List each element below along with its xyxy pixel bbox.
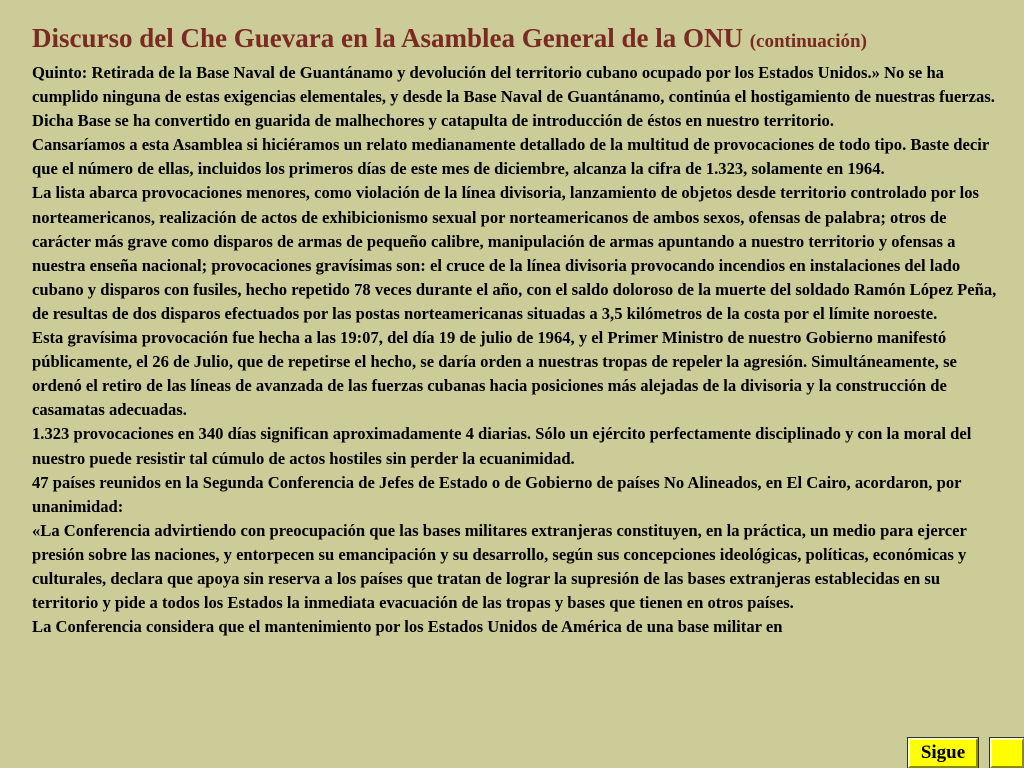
paragraph: La Conferencia considera que el mantenimiento por los Estados Unidos de América de una base militar en xyxy=(32,617,783,637)
next-slide-button[interactable]: Sigue xyxy=(908,738,978,768)
slide-title xyxy=(32,20,1012,60)
slide-title-sub: (continuación) xyxy=(749,31,867,52)
paragraph: La lista abarca provocaciones menores, como violación de la línea divisoria, lanzamiento de objetos desde territorio controlado por los norteamericanos, realización de actos de exhibicionismo sexual por norteamericanos de ambos sexos, ofensas de palabra; otros de carácter más grave como disparos de armas de pequeño calibre, manipulación de armas apuntando a nuestro territorio y ofensas a nuestra enseña nacional; provocaciones gravísimas son: el cruce de la línea divisoria provocando incendios en instalaciones del lado cubano y disparos con fusiles, hecho repetido 78 veces durante el año, con el saldo doloroso de la muerte del soldado Ramón López Peña, de resultas de dos disparos efectuados por las postas norteamericanas situadas a 3,5 kilómetros de la costa por el límite noroeste. xyxy=(32,183,997,323)
paragraph: «La Conferencia advirtiendo con preocupación que las bases militares extranjeras constituyen, en la práctica, un medio para ejercer presión sobre las naciones, y entorpecen su emancipación y su desarrollo, según sus concepciones ideológicas, políticas, económicas y culturales, declara que apoya sin reserva a los países que tratan de lograr la supresión de las bases extranjeras establecidas en su territorio y pide a todos los Estados la inmediata evacuación de las tropas y bases que tienen en otros países. xyxy=(32,520,967,613)
nav-button-partial[interactable] xyxy=(990,738,1024,768)
speech-body xyxy=(32,61,1007,639)
paragraph: Quinto: Retirada de la Base Naval de Guantánamo y devolución del territorio cubano ocupado por los Estados Unidos.» No se ha cumplido ninguna de estas exigencias elementales, y desde la Base Naval de Guantánamo, continúa el hostigamiento de nuestras fuerzas. Dicha Base se ha convertido en guarida de malhechores y catapulta de introducción de éstos en nuestro territorio. xyxy=(32,63,995,131)
paragraph: Esta gravísima provocación fue hecha a las 19:07, del día 19 de julio de 1964, y el Primer Ministro de nuestro Gobierno manifestó públicamente, el 26 de Julio, que de repetirse el hecho, se daría orden a nuestras tropas de repeler la agresión. Simultáneamente, se ordenó el retiro de las líneas de avanzada de las fuerzas cubanas hacia posiciones más alejadas de la divisoria y la construcción de casamatas adecuadas. xyxy=(32,328,957,420)
paragraph: 1.323 provocaciones en 340 días significan aproximadamente 4 diarias. Sólo un ejército perfectamente disciplinado y con la moral del nuestro puede resistir tal cúmulo de actos hostiles sin perder la ecuanimidad. xyxy=(32,424,972,468)
paragraph: 47 países reunidos en la Segunda Conferencia de Jefes de Estado o de Gobierno de países No Alineados, en El Cairo, acordaron, por unanimidad: xyxy=(32,472,962,516)
paragraph: Cansaríamos a esta Asamblea si hiciéramos un relato medianamente detallado de la multitud de provocaciones de todo tipo. Baste decir que el número de ellas, incluidos los primeros días de este mes de diciembre, alcanza la cifra de 1.323, solamente en 1964. xyxy=(32,135,989,179)
slide-title-main: Discurso del Che Guevara en la Asamblea General de la ONU xyxy=(32,23,750,53)
